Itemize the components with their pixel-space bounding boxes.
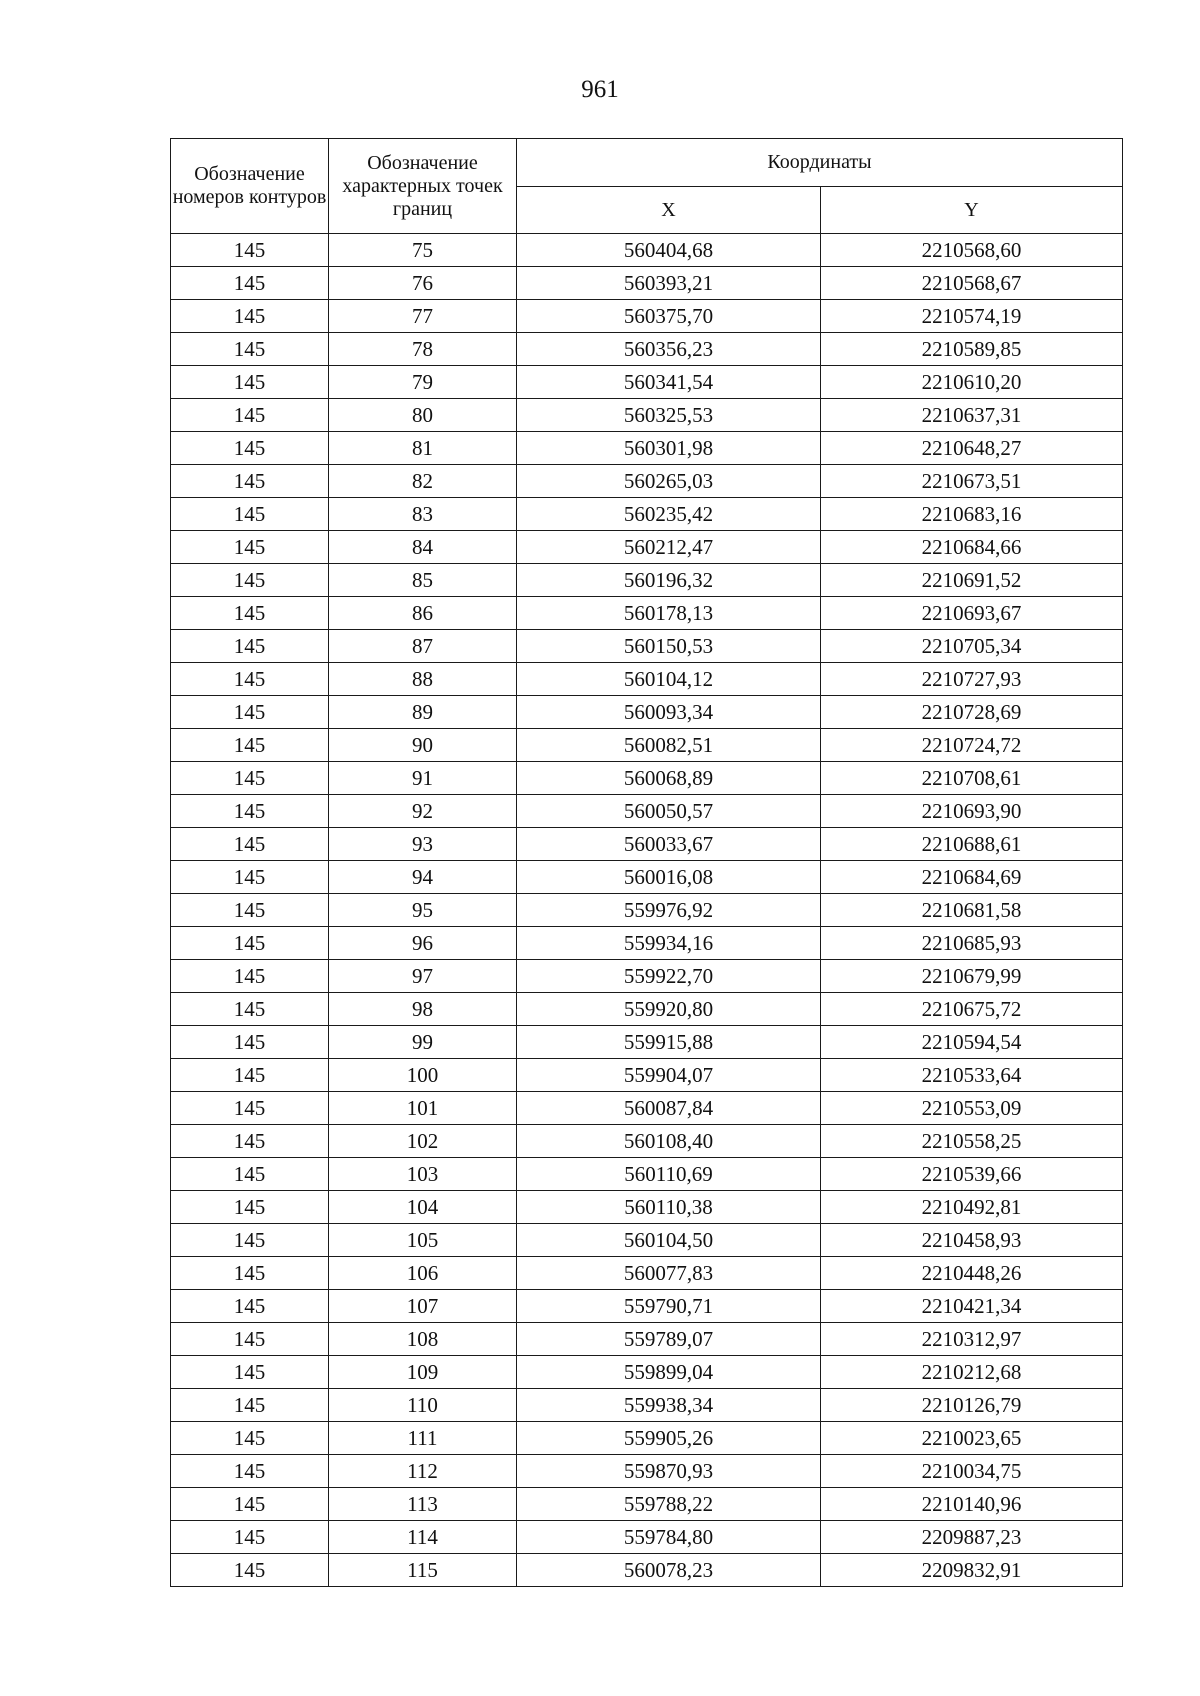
y-coordinate-cell: 2210212,68 xyxy=(821,1356,1123,1389)
contour-number-cell: 145 xyxy=(171,333,329,366)
table-row xyxy=(171,1224,1123,1257)
y-coordinate-cell: 2210610,20 xyxy=(821,366,1123,399)
x-header: X xyxy=(517,187,821,234)
y-coordinate-cell: 2210648,27 xyxy=(821,432,1123,465)
y-coordinate-cell: 2210553,09 xyxy=(821,1092,1123,1125)
table-row xyxy=(171,1323,1123,1356)
page-number: 961 xyxy=(581,76,619,103)
point-number-cell: 113 xyxy=(329,1488,517,1521)
y-coordinate-cell: 2210728,69 xyxy=(821,696,1123,729)
x-coordinate-cell: 560082,51 xyxy=(517,729,821,762)
point-number-cell: 85 xyxy=(329,564,517,597)
y-coordinate-cell: 2210568,60 xyxy=(821,234,1123,267)
point-number-cell: 84 xyxy=(329,531,517,564)
table-row xyxy=(171,1125,1123,1158)
contour-number-cell: 145 xyxy=(171,960,329,993)
point-number-cell: 109 xyxy=(329,1356,517,1389)
table-row xyxy=(171,762,1123,795)
y-coordinate-cell: 2210691,52 xyxy=(821,564,1123,597)
table-row xyxy=(171,1092,1123,1125)
point-number-cell: 105 xyxy=(329,1224,517,1257)
x-coordinate-cell: 559870,93 xyxy=(517,1455,821,1488)
table-row xyxy=(171,1158,1123,1191)
contour-number-cell: 145 xyxy=(171,1257,329,1290)
point-number-cell: 75 xyxy=(329,234,517,267)
x-coordinate-cell: 560356,23 xyxy=(517,333,821,366)
y-coordinate-cell: 2210558,25 xyxy=(821,1125,1123,1158)
y-coordinate-cell: 2210683,16 xyxy=(821,498,1123,531)
y-coordinate-cell: 2210673,51 xyxy=(821,465,1123,498)
contour-number-cell: 145 xyxy=(171,1356,329,1389)
y-coordinate-cell: 2210539,66 xyxy=(821,1158,1123,1191)
table-row xyxy=(171,1026,1123,1059)
contour-number-cell: 145 xyxy=(171,696,329,729)
x-coordinate-cell: 560341,54 xyxy=(517,366,821,399)
point-number-cell: 87 xyxy=(329,630,517,663)
x-coordinate-cell: 560150,53 xyxy=(517,630,821,663)
table-row xyxy=(171,1191,1123,1224)
table-row xyxy=(171,1488,1123,1521)
x-coordinate-cell: 560093,34 xyxy=(517,696,821,729)
contour-number-cell: 145 xyxy=(171,1290,329,1323)
contour-number-cell: 145 xyxy=(171,465,329,498)
y-coordinate-cell: 2210637,31 xyxy=(821,399,1123,432)
x-coordinate-cell: 559905,26 xyxy=(517,1422,821,1455)
point-number-cell: 93 xyxy=(329,828,517,861)
x-coordinate-cell: 559938,34 xyxy=(517,1389,821,1422)
y-coordinate-cell: 2210679,99 xyxy=(821,960,1123,993)
x-coordinate-cell: 560078,23 xyxy=(517,1554,821,1587)
table-row xyxy=(171,399,1123,432)
contour-number-cell: 145 xyxy=(171,1422,329,1455)
contour-number-cell: 145 xyxy=(171,1092,329,1125)
contour-number-cell: 145 xyxy=(171,1224,329,1257)
table-row xyxy=(171,1422,1123,1455)
y-coordinate-cell: 2210589,85 xyxy=(821,333,1123,366)
table-row xyxy=(171,729,1123,762)
y-coordinate-cell: 2210574,19 xyxy=(821,300,1123,333)
x-coordinate-cell: 560110,69 xyxy=(517,1158,821,1191)
table-row xyxy=(171,234,1123,267)
x-coordinate-cell: 560375,70 xyxy=(517,300,821,333)
table-row xyxy=(171,333,1123,366)
table-row xyxy=(171,927,1123,960)
x-coordinate-cell: 560235,42 xyxy=(517,498,821,531)
contour-number-cell: 145 xyxy=(171,432,329,465)
contour-number-cell: 145 xyxy=(171,663,329,696)
y-coordinate-cell: 2210034,75 xyxy=(821,1455,1123,1488)
table-row xyxy=(171,960,1123,993)
point-number-cell: 88 xyxy=(329,663,517,696)
point-number-cell: 107 xyxy=(329,1290,517,1323)
x-coordinate-cell: 559784,80 xyxy=(517,1521,821,1554)
point-number-cell: 97 xyxy=(329,960,517,993)
point-number-cell: 115 xyxy=(329,1554,517,1587)
contour-number-cell: 145 xyxy=(171,1455,329,1488)
point-number-cell: 78 xyxy=(329,333,517,366)
table-row xyxy=(171,795,1123,828)
point-number-cell: 96 xyxy=(329,927,517,960)
x-coordinate-cell: 559976,92 xyxy=(517,894,821,927)
point-number-cell: 103 xyxy=(329,1158,517,1191)
y-header: Y xyxy=(821,187,1123,234)
point-number-cell: 90 xyxy=(329,729,517,762)
contour-number-cell: 145 xyxy=(171,630,329,663)
y-coordinate-cell: 2210693,90 xyxy=(821,795,1123,828)
point-number-cell: 92 xyxy=(329,795,517,828)
table-row xyxy=(171,663,1123,696)
x-coordinate-cell: 560077,83 xyxy=(517,1257,821,1290)
x-coordinate-cell: 559920,80 xyxy=(517,993,821,1026)
x-coordinate-cell: 559788,22 xyxy=(517,1488,821,1521)
table-row xyxy=(171,267,1123,300)
y-coordinate-cell: 2210533,64 xyxy=(821,1059,1123,1092)
table-row xyxy=(171,432,1123,465)
table-header xyxy=(171,139,1123,234)
point-number-cell: 89 xyxy=(329,696,517,729)
table-row xyxy=(171,366,1123,399)
contour-number-cell: 145 xyxy=(171,234,329,267)
table-row xyxy=(171,696,1123,729)
table-row xyxy=(171,300,1123,333)
contour-number-cell: 145 xyxy=(171,861,329,894)
table-row xyxy=(171,531,1123,564)
table-row xyxy=(171,564,1123,597)
table-row xyxy=(171,1554,1123,1587)
contour-number-cell: 145 xyxy=(171,1521,329,1554)
y-coordinate-cell: 2210705,34 xyxy=(821,630,1123,663)
point-number-cell: 95 xyxy=(329,894,517,927)
contour-number-cell: 145 xyxy=(171,300,329,333)
table-row xyxy=(171,1356,1123,1389)
point-number-cell: 104 xyxy=(329,1191,517,1224)
x-coordinate-cell: 559934,16 xyxy=(517,927,821,960)
x-coordinate-cell: 560087,84 xyxy=(517,1092,821,1125)
point-number-cell: 80 xyxy=(329,399,517,432)
point-number-cell: 101 xyxy=(329,1092,517,1125)
contour-number-cell: 145 xyxy=(171,1026,329,1059)
x-coordinate-cell: 560393,21 xyxy=(517,267,821,300)
contour-number-cell: 145 xyxy=(171,1488,329,1521)
y-coordinate-cell: 2210448,26 xyxy=(821,1257,1123,1290)
contour-number-cell: 145 xyxy=(171,597,329,630)
point-designation-header: Обозначение характерных точек границ xyxy=(329,139,517,234)
contour-number-cell: 145 xyxy=(171,828,329,861)
table-row xyxy=(171,1257,1123,1290)
x-coordinate-cell: 559915,88 xyxy=(517,1026,821,1059)
y-coordinate-cell: 2210421,34 xyxy=(821,1290,1123,1323)
table-body xyxy=(171,234,1123,1587)
contour-number-cell: 145 xyxy=(171,762,329,795)
contour-number-cell: 145 xyxy=(171,1389,329,1422)
x-coordinate-cell: 560104,12 xyxy=(517,663,821,696)
table-row xyxy=(171,861,1123,894)
y-coordinate-cell: 2210684,69 xyxy=(821,861,1123,894)
coordinates-table xyxy=(170,138,1123,1587)
x-coordinate-cell: 560265,03 xyxy=(517,465,821,498)
x-coordinate-cell: 560178,13 xyxy=(517,597,821,630)
x-coordinate-cell: 559922,70 xyxy=(517,960,821,993)
y-coordinate-cell: 2210724,72 xyxy=(821,729,1123,762)
point-number-cell: 76 xyxy=(329,267,517,300)
y-coordinate-cell: 2210684,66 xyxy=(821,531,1123,564)
table-row xyxy=(171,1059,1123,1092)
contour-number-header: Обозначение номеров контуров xyxy=(171,139,329,234)
x-coordinate-cell: 560068,89 xyxy=(517,762,821,795)
contour-number-cell: 145 xyxy=(171,498,329,531)
x-coordinate-cell: 560325,53 xyxy=(517,399,821,432)
x-coordinate-cell: 560104,50 xyxy=(517,1224,821,1257)
y-coordinate-cell: 2210688,61 xyxy=(821,828,1123,861)
contour-number-cell: 145 xyxy=(171,1191,329,1224)
table-row xyxy=(171,1389,1123,1422)
point-number-cell: 94 xyxy=(329,861,517,894)
x-coordinate-cell: 560196,32 xyxy=(517,564,821,597)
y-coordinate-cell: 2210708,61 xyxy=(821,762,1123,795)
x-coordinate-cell: 560404,68 xyxy=(517,234,821,267)
point-number-cell: 99 xyxy=(329,1026,517,1059)
y-coordinate-cell: 2210492,81 xyxy=(821,1191,1123,1224)
point-number-cell: 98 xyxy=(329,993,517,1026)
table-row xyxy=(171,465,1123,498)
y-coordinate-cell: 2210458,93 xyxy=(821,1224,1123,1257)
contour-number-cell: 145 xyxy=(171,795,329,828)
table-row xyxy=(171,1455,1123,1488)
table-row xyxy=(171,1290,1123,1323)
y-coordinate-cell: 2210675,72 xyxy=(821,993,1123,1026)
contour-number-cell: 145 xyxy=(171,1059,329,1092)
contour-number-cell: 145 xyxy=(171,1323,329,1356)
y-coordinate-cell: 2210126,79 xyxy=(821,1389,1123,1422)
x-coordinate-cell: 560050,57 xyxy=(517,795,821,828)
contour-number-cell: 145 xyxy=(171,927,329,960)
point-number-cell: 79 xyxy=(329,366,517,399)
point-number-cell: 100 xyxy=(329,1059,517,1092)
table-row xyxy=(171,894,1123,927)
contour-number-cell: 145 xyxy=(171,366,329,399)
table-row xyxy=(171,1521,1123,1554)
table-row xyxy=(171,597,1123,630)
x-coordinate-cell: 559904,07 xyxy=(517,1059,821,1092)
contour-number-cell: 145 xyxy=(171,1125,329,1158)
coordinates-header: Координаты xyxy=(517,139,1123,187)
contour-number-cell: 145 xyxy=(171,399,329,432)
point-number-cell: 111 xyxy=(329,1422,517,1455)
x-coordinate-cell: 559789,07 xyxy=(517,1323,821,1356)
table-row xyxy=(171,630,1123,663)
contour-number-cell: 145 xyxy=(171,894,329,927)
y-coordinate-cell: 2210568,67 xyxy=(821,267,1123,300)
x-coordinate-cell: 560110,38 xyxy=(517,1191,821,1224)
x-coordinate-cell: 560301,98 xyxy=(517,432,821,465)
y-coordinate-cell: 2210140,96 xyxy=(821,1488,1123,1521)
x-coordinate-cell: 560212,47 xyxy=(517,531,821,564)
y-coordinate-cell: 2209887,23 xyxy=(821,1521,1123,1554)
y-coordinate-cell: 2210727,93 xyxy=(821,663,1123,696)
contour-number-cell: 145 xyxy=(171,531,329,564)
table-row xyxy=(171,498,1123,531)
y-coordinate-cell: 2210681,58 xyxy=(821,894,1123,927)
contour-number-cell: 145 xyxy=(171,1158,329,1191)
point-number-cell: 83 xyxy=(329,498,517,531)
table-row xyxy=(171,828,1123,861)
point-number-cell: 102 xyxy=(329,1125,517,1158)
x-coordinate-cell: 560033,67 xyxy=(517,828,821,861)
point-number-cell: 86 xyxy=(329,597,517,630)
x-coordinate-cell: 560016,08 xyxy=(517,861,821,894)
y-coordinate-cell: 2210693,67 xyxy=(821,597,1123,630)
contour-number-cell: 145 xyxy=(171,729,329,762)
x-coordinate-cell: 559790,71 xyxy=(517,1290,821,1323)
point-number-cell: 77 xyxy=(329,300,517,333)
contour-number-cell: 145 xyxy=(171,993,329,1026)
y-coordinate-cell: 2210594,54 xyxy=(821,1026,1123,1059)
y-coordinate-cell: 2210312,97 xyxy=(821,1323,1123,1356)
y-coordinate-cell: 2209832,91 xyxy=(821,1554,1123,1587)
point-number-cell: 110 xyxy=(329,1389,517,1422)
contour-number-cell: 145 xyxy=(171,564,329,597)
y-coordinate-cell: 2210023,65 xyxy=(821,1422,1123,1455)
point-number-cell: 108 xyxy=(329,1323,517,1356)
contour-number-cell: 145 xyxy=(171,267,329,300)
point-number-cell: 82 xyxy=(329,465,517,498)
x-coordinate-cell: 560108,40 xyxy=(517,1125,821,1158)
x-coordinate-cell: 559899,04 xyxy=(517,1356,821,1389)
point-number-cell: 81 xyxy=(329,432,517,465)
point-number-cell: 114 xyxy=(329,1521,517,1554)
contour-number-cell: 145 xyxy=(171,1554,329,1587)
point-number-cell: 112 xyxy=(329,1455,517,1488)
y-coordinate-cell: 2210685,93 xyxy=(821,927,1123,960)
table-row xyxy=(171,993,1123,1026)
point-number-cell: 91 xyxy=(329,762,517,795)
point-number-cell: 106 xyxy=(329,1257,517,1290)
